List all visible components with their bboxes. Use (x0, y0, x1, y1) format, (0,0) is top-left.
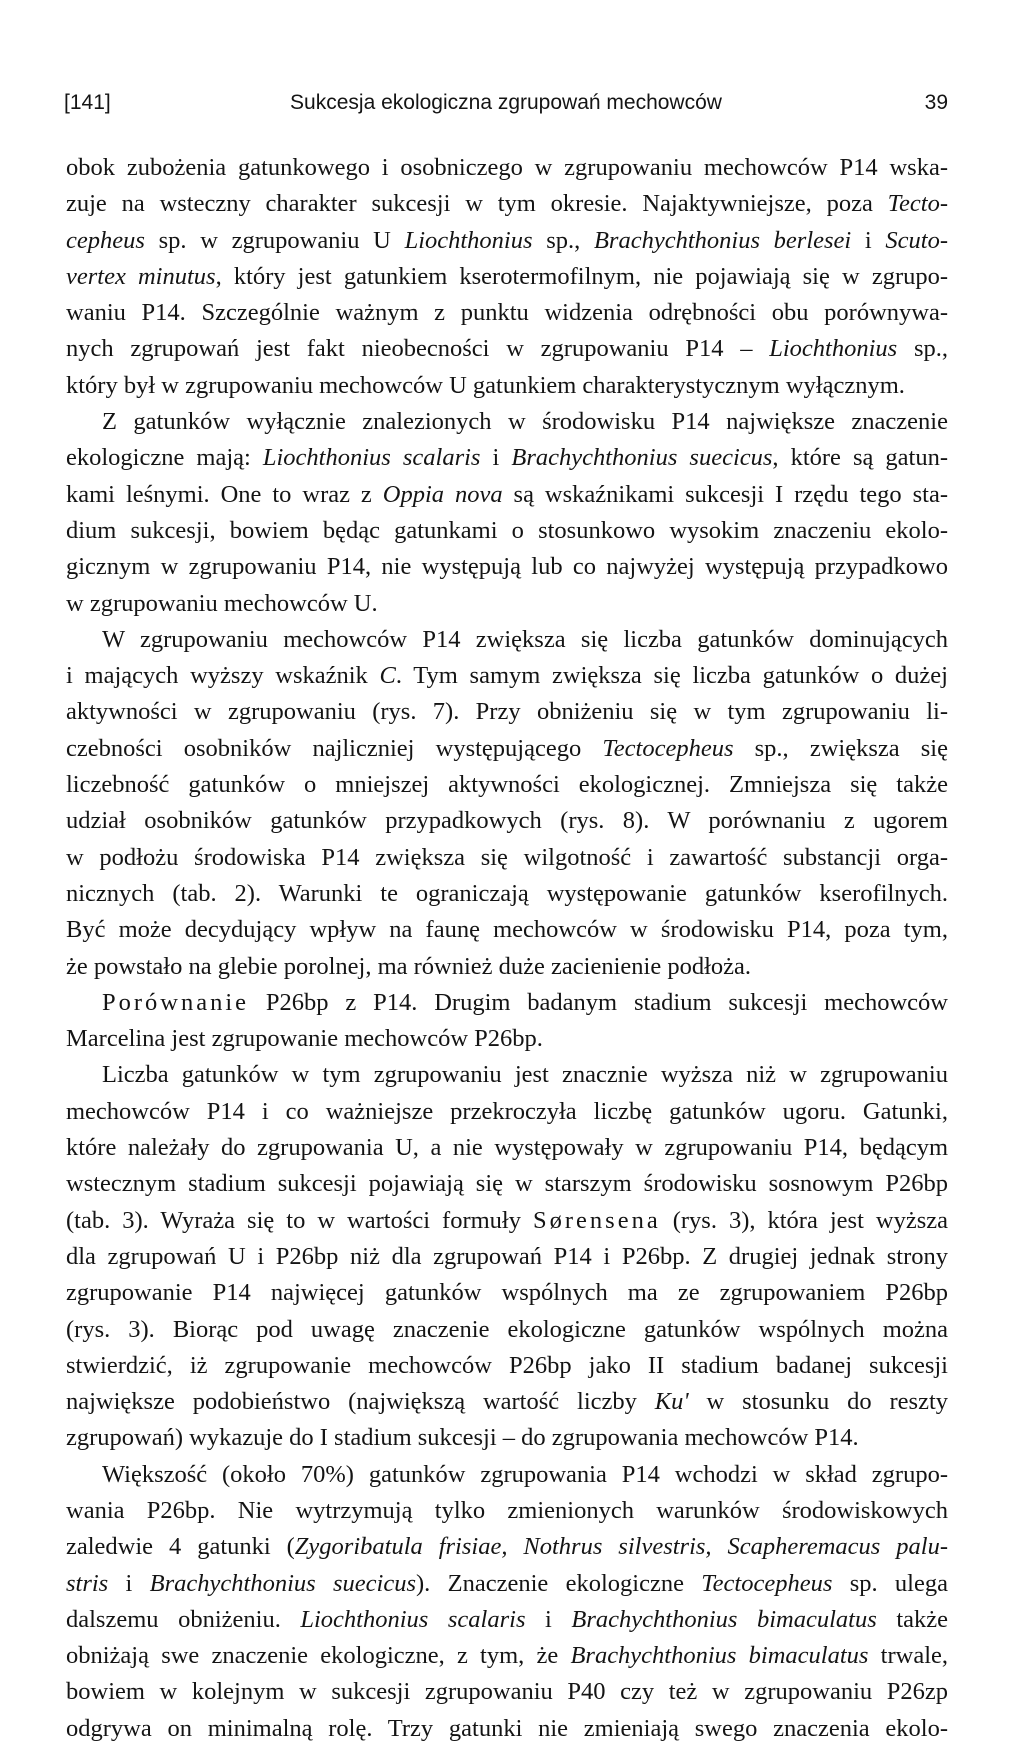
text-segment: sp. ulega (832, 1569, 948, 1597)
text-line (66, 1638, 948, 1674)
italic-text: C (379, 662, 396, 690)
italic-text: Brachychthonius suecicus (149, 1569, 417, 1597)
text-segment: dalszemu obniżeniu. (66, 1605, 301, 1633)
text-line (66, 1094, 948, 1130)
text-line (66, 658, 948, 694)
text-line (66, 331, 948, 367)
text-segment: Być może decydujący wpływ na faunę mechowców w środowisku P14, poza tym, (66, 916, 948, 944)
text-segment: dla zgrupowań U i P26bp niż dla zgrupowań P14 i P26bp. Z drugiej jednak strony (66, 1242, 948, 1270)
text-line (66, 440, 948, 476)
text-segment: sp., zwiększa się (733, 734, 948, 762)
text-line (66, 1130, 948, 1166)
italic-text: Zygoribatula frisiae, Nothrus silvestris, Scapheremacus palu- (294, 1533, 948, 1561)
text-segment: zgrupowań) wykazuje do I stadium sukcesji – do zgrupowania mechowców P14. (66, 1424, 859, 1452)
text-segment: . Tym samym zwiększa się liczba gatunków o dużej (395, 662, 948, 690)
text-line (66, 1493, 948, 1529)
text-segment: w stosunku do reszty (688, 1388, 948, 1416)
text-segment: , który jest gatunkiem kserotermofilnym, nie pojawiają się w zgrupo- (215, 262, 949, 290)
text-segment: i (480, 444, 512, 472)
italic-text: vertex minutus (66, 262, 216, 290)
text-segment: w podłożu środowiska P14 zwiększa się wilgotność i zawartość substancji orga- (66, 843, 948, 871)
text-line (66, 1275, 948, 1311)
text-line (66, 150, 948, 186)
italic-text: Liochthonius scalaris (300, 1605, 526, 1633)
text-segment: nych zgrupowań jest fakt nieobecności w zgrupowaniu P14 – (66, 335, 770, 363)
text-line (66, 767, 948, 803)
text-line (66, 1384, 948, 1420)
italic-text: Oppia nova (382, 480, 503, 508)
italic-text: Brachychthonius bimaculatus (570, 1642, 869, 1670)
italic-text: Ku' (654, 1388, 689, 1416)
text-segment: (tab. 3). Wyraża się to w wartości formuły (66, 1206, 533, 1234)
text-line (66, 586, 948, 622)
text-segment: mechowców P14 i co ważniejsze przekroczyła liczbę gatunków ugoru. Gatunki, (66, 1097, 948, 1125)
text-segment: sp. w zgrupowaniu U (144, 226, 405, 254)
text-segment: , które są gatun- (772, 444, 949, 472)
text-line (66, 477, 948, 513)
text-segment: nicznych (tab. 2). Warunki te ograniczają występowanie gatunków kserofilnych. (66, 879, 948, 907)
text-line (66, 295, 948, 331)
text-segment: gicznym w zgrupowaniu P14, nie występują lub co najwyżej występują przypadkowo (66, 553, 948, 581)
text-line (66, 1203, 948, 1239)
text-segment: aktywności w zgrupowaniu (rys. 7). Przy obniżeniu się w tym zgrupowaniu li- (66, 698, 948, 726)
text-segment: które należały do zgrupowania U, a nie występowały w zgrupowaniu P14, będącym (66, 1134, 948, 1162)
italic-text: Liochthonius (404, 226, 533, 254)
text-line (66, 1420, 948, 1456)
text-segment: W zgrupowaniu mechowców P14 zwiększa się liczba gatunków dominujących (102, 625, 948, 653)
text-line (66, 1312, 948, 1348)
text-segment: który był w zgrupowaniu mechowców U gatunkiem charakterystycznym wyłącznym. (66, 371, 905, 399)
text-line (66, 694, 948, 730)
italic-text: Tecto- (887, 190, 948, 218)
text-segment: Z gatunków wyłącznie znalezionych w środowisku P14 największe znaczenie (102, 408, 948, 436)
text-line (66, 549, 948, 585)
text-segment: czebności osobników najliczniej występującego (66, 734, 603, 762)
italic-text: cepheus (66, 226, 145, 254)
text-segment: Większość (około 70%) gatunków zgrupowania P14 wchodzi w skład zgrupo- (102, 1460, 948, 1488)
text-segment: bowiem w kolejnym w sukcesji zgrupowaniu P40 czy też w zgrupowaniu P26zp (66, 1678, 948, 1706)
running-title: Sukcesja ekologiczna zgrupowań mechowców (290, 91, 722, 114)
text-line (66, 912, 948, 948)
text-line (66, 949, 948, 985)
italic-text: Brachychthonius bimaculatus (571, 1605, 877, 1633)
text-line (66, 1057, 948, 1093)
text-line (66, 513, 948, 549)
spaced-text: Porównanie (102, 988, 250, 1016)
text-segment: ). Znaczenie ekologiczne (416, 1569, 702, 1597)
italic-text: Tectocepheus (701, 1569, 833, 1597)
text-segment: udział osobników gatunków przypadkowych (rys. 8). W porównaniu z ugorem (66, 807, 948, 835)
text-segment: zgrupowanie P14 najwięcej gatunków wspólnych ma ze zgrupowaniem P26bp (66, 1279, 948, 1307)
italic-text: Brachychthonius berlesei (593, 226, 852, 254)
text-line (66, 259, 948, 295)
text-line (66, 1239, 948, 1275)
text-line (66, 985, 948, 1021)
text-line (66, 1711, 948, 1747)
text-segment: (rys. 3). Biorąc pod uwagę znaczenie ekologiczne gatunków wspólnych można (66, 1315, 948, 1343)
text-segment: odgrywa on minimalną rolę. Trzy gatunki nie zmieniają swego znaczenia ekolo- (66, 1714, 948, 1742)
text-segment: obniżają swe znaczenie ekologiczne, z tym, że (66, 1642, 571, 1670)
italic-text: Scuto- (885, 226, 948, 254)
text-segment: waniu P14. Szczególnie ważnym z punktu widzenia odrębności obu porównywa- (66, 299, 948, 327)
text-segment: (rys. 3), która jest wyższa (660, 1206, 948, 1234)
text-segment: wania P26bp. Nie wytrzymują tylko zmienionych warunków środowiskowych (66, 1496, 948, 1524)
text-segment: i (525, 1605, 572, 1633)
text-line (66, 1566, 948, 1602)
text-segment: liczebność gatunków o mniejszej aktywności ekologicznej. Zmniejsza się także (66, 771, 948, 799)
text-line (66, 731, 948, 767)
text-line (66, 1021, 948, 1057)
text-line (66, 1529, 948, 1565)
text-segment: że powstało na glebie porolnej, ma również duże zacienienie podłoża. (66, 952, 752, 980)
text-segment: i mających wyższy wskaźnik (66, 662, 380, 690)
italic-text: stris (66, 1569, 109, 1597)
text-segment: trwale, (868, 1642, 948, 1670)
text-segment: są wskaźnikami sukcesji I rzędu tego sta- (502, 480, 948, 508)
text-line (66, 404, 948, 440)
text-line (66, 1674, 948, 1710)
text-segment: i (108, 1569, 150, 1597)
text-line (66, 1166, 948, 1202)
text-segment: P26bp z P14. Drugim badanym stadium sukcesji mechowców (249, 988, 948, 1016)
text-line (66, 876, 948, 912)
italic-text: Tectocepheus (602, 734, 734, 762)
page-number: 39 (924, 91, 948, 114)
italic-text: Liochthonius (769, 335, 898, 363)
text-segment: także (876, 1605, 949, 1633)
section-number: [141] (64, 91, 111, 114)
spaced-text: Sørensena (533, 1206, 661, 1234)
text-segment: zaledwie 4 gatunki ( (66, 1533, 295, 1561)
text-line (66, 223, 948, 259)
text-segment: obok zubożenia gatunkowego i osobniczego w zgrupowaniu mechowców P14 wska- (66, 154, 948, 181)
text-segment: sp., (532, 226, 594, 254)
italic-text: Brachychthonius suecicus (511, 444, 773, 472)
text-line (66, 186, 948, 222)
running-header (64, 88, 948, 118)
text-line (66, 803, 948, 839)
text-segment: stwierdzić, iż zgrupowanie mechowców P26bp jako II stadium badanej sukcesji (66, 1351, 948, 1379)
text-line (66, 1457, 948, 1493)
text-segment: dium sukcesji, bowiem będąc gatunkami o stosunkowo wysokim znaczeniu ekolo- (66, 516, 948, 544)
text-segment: i (851, 226, 886, 254)
text-segment: Marcelina jest zgrupowanie mechowców P26bp. (66, 1025, 543, 1053)
text-segment: ekologiczne mają: (66, 444, 263, 472)
text-segment: zuje na wsteczny charakter sukcesji w tym okresie. Najaktywniejsze, poza (66, 190, 888, 218)
text-line (66, 840, 948, 876)
text-line (66, 1602, 948, 1638)
text-line (66, 622, 948, 658)
text-line (66, 1348, 948, 1384)
text-segment: kami leśnymi. One to wraz z (66, 480, 383, 508)
text-segment: sp., (897, 335, 948, 363)
body-text (66, 150, 948, 1747)
text-segment: wstecznym stadium sukcesji pojawiają się w starszym środowisku sosnowym P26bp (66, 1170, 948, 1198)
text-segment: Liczba gatunków w tym zgrupowaniu jest znacznie wyższa niż w zgrupowaniu (102, 1061, 948, 1089)
text-segment: w zgrupowaniu mechowców U. (66, 589, 378, 617)
text-segment: największe podobieństwo (największą wartość liczby (66, 1388, 655, 1416)
text-line (66, 368, 948, 404)
italic-text: Liochthonius scalaris (262, 444, 481, 472)
